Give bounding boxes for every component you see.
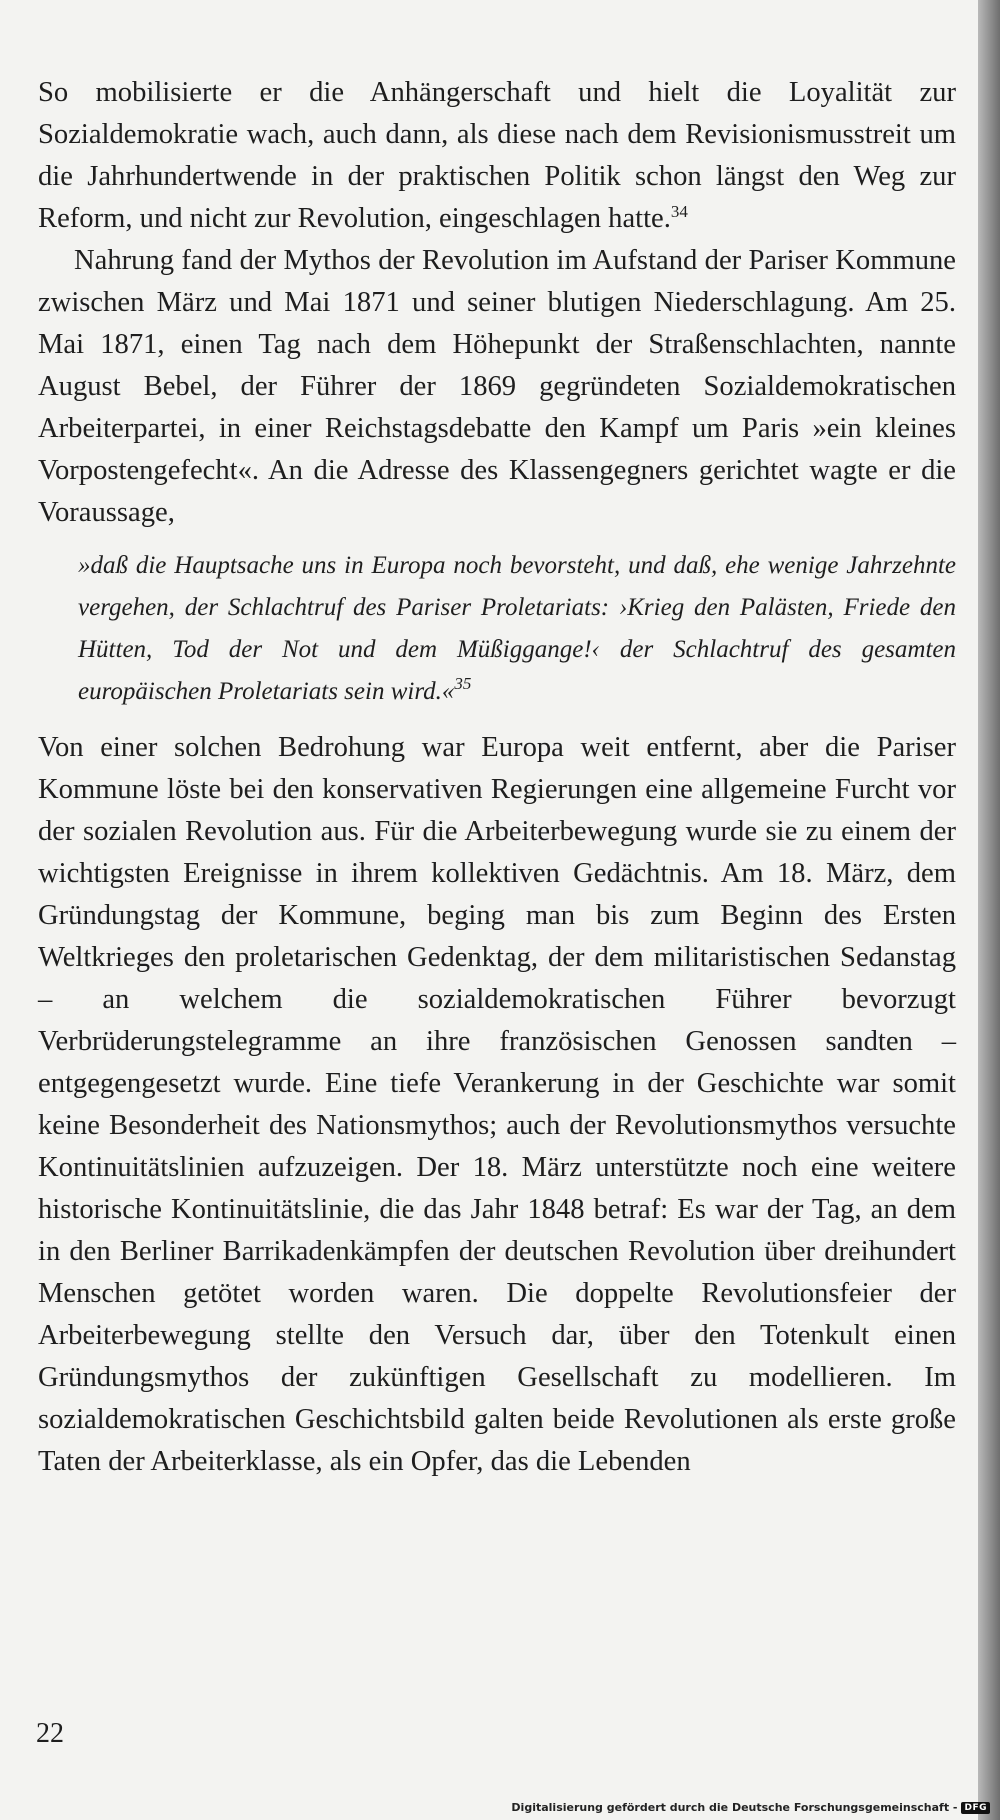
footnote-ref-35: 35 bbox=[454, 674, 472, 693]
block-quote-text: »daß die Hauptsache uns in Europa noch bevorsteht, und daß, ehe wenige Jahrzehnte vergehen, der Schlachtruf des Pariser Proletariats: ›Krieg den Palästen, Friede den Hütten, Tod der Not und dem Müßiggange!‹ der Schlachtruf des gesamten europäischen Proletariats sein wird.« bbox=[78, 552, 956, 705]
footer-text: Digitalisierung gefördert durch die Deutsche Forschungsgemeinschaft - bbox=[511, 1801, 958, 1814]
dfg-logo: DFG bbox=[961, 1802, 990, 1814]
page-number: 22 bbox=[36, 1718, 64, 1749]
block-quote bbox=[78, 534, 956, 727]
body-text bbox=[38, 72, 956, 1483]
footer-credit bbox=[511, 1801, 990, 1814]
page-edge-shadow bbox=[978, 0, 1000, 1820]
paragraph-1 bbox=[38, 72, 956, 240]
paragraph-1-text: So mobilisierte er die Anhängerschaft und hielt die Loyalität zur Sozialdemokratie wach, auch dann, als diese nach dem Revisionismusstreit um die Jahrhundertwende in der praktischen Politik schon längst den Weg zur Reform, und nicht zur Revolution, eingeschlagen hatte. bbox=[38, 77, 956, 234]
paragraph-2: Nahrung fand der Mythos der Revolution im Aufstand der Pariser Kommune zwischen März und Mai 1871 und seiner blutigen Niederschlagung. Am 25. Mai 1871, einen Tag nach dem Höhepunkt der Straßenschlachten, nannte August Bebel, der Führer der 1869 gegründeten Sozialdemokratischen Arbeiterpartei, in einer Reichstagsdebatte den Kampf um Paris »ein kleines Vorpostengefecht«. An die Adresse des Klassengegners gerichtet wagte er die Voraussage, bbox=[38, 245, 956, 528]
paragraph-3: Von einer solchen Bedrohung war Europa weit entfernt, aber die Pariser Kommune löste bei den konservativen Regierungen eine allgemeine Furcht vor der sozialen Revolution aus. Für die Arbeiterbewegung wurde sie zu einem der wichtigsten Ereignisse in ihrem kollektiven Gedächtnis. Am 18. März, dem Gründungstag der Kommune, beging man bis zum Beginn des Ersten Weltkrieges den proletarischen Gedenktag, der dem militaristischen Sedanstag – an welchem die sozialdemokratischen Führer bevorzugt Verbrüderungstelegramme an ihre französischen Genossen sandten – entgegengesetzt wurde. Eine tiefe Verankerung in der Geschichte war somit keine Besonderheit des Nationsmythos; auch der Revolutionsmythos versuchte Kontinuitätslinien aufzuzeigen. Der 18. März unterstützte noch eine weitere historische Kontinuitätslinie, die das Jahr 1848 betraf: Es war der Tag, an dem in den Berliner Barrikadenkämpfen der deutschen Revolution über dreihundert Menschen getötet worden waren. Die doppelte Revolutionsfeier der Arbeiterbewegung stellte den Versuch dar, über den Totenkult einen Gründungsmythos der zukünftigen Gesellschaft zu modellieren. Im sozialdemokratischen Geschichtsbild galten beide Revolutionen als erste große Taten der Arbeiterklasse, als ein Opfer, das die Lebenden bbox=[38, 732, 956, 1477]
footnote-ref-34: 34 bbox=[670, 202, 688, 221]
